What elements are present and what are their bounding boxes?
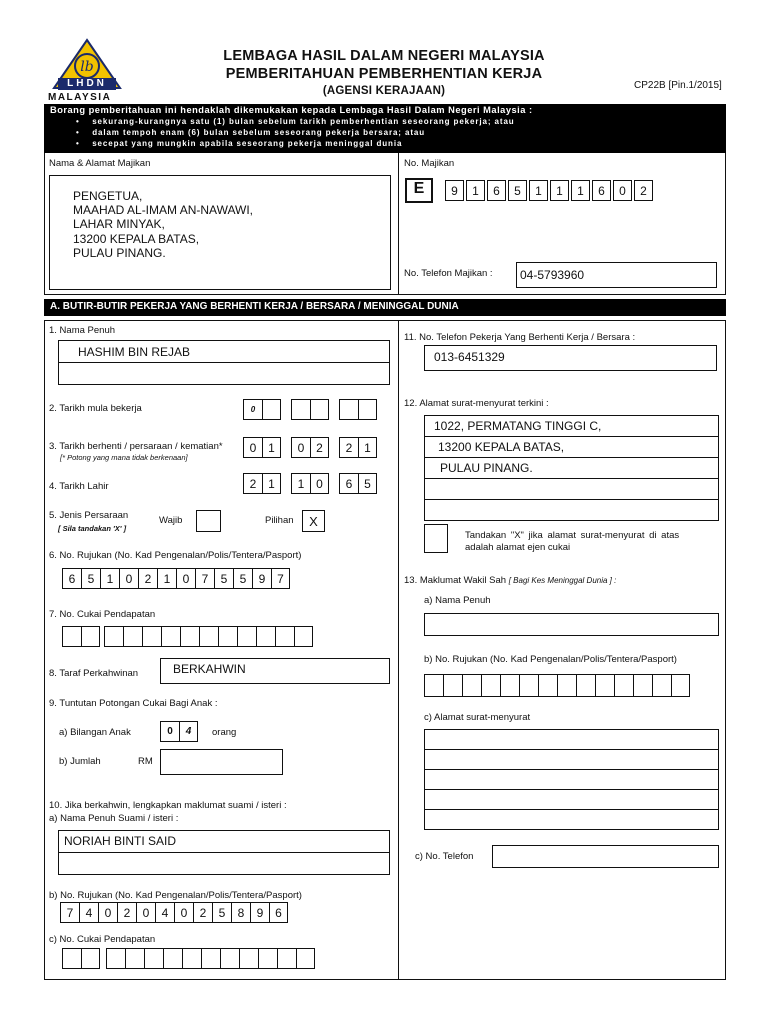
end-date-label: 3. Tarikh berhenti / persaraan / kematian* [49, 441, 223, 452]
employer-phone-value: 04-5793960 [520, 268, 585, 282]
section-a-divider [398, 320, 399, 980]
digit-cell [144, 948, 163, 969]
digit-cell: 2 [193, 902, 212, 923]
marital-status-value: BERKAHWIN [173, 662, 246, 676]
digit-cell [519, 674, 538, 697]
notice-lead: Borang pemberitahuan ini hendaklah dikemukakan kepada Lembaga Hasil Dalam Negeri Malaysia : [50, 105, 533, 115]
notice-bullet-3-text: secepat yang mungkin apabila seseorang pekerja meninggal dunia [92, 139, 403, 148]
digit-cell: 5 [81, 568, 100, 589]
tax-no-label: 7. No. Cukai Pendapatan [49, 609, 156, 620]
digit-cell: 9 [250, 902, 269, 923]
digit-cell [239, 948, 258, 969]
tax-agent-checkbox[interactable] [424, 524, 448, 553]
digit-cell: 4 [179, 721, 198, 742]
digit-cell: 5 [233, 568, 252, 589]
digit-cell: 0 [243, 399, 262, 420]
digit-cell: 0 [119, 568, 138, 589]
legal-rep-address-line-4[interactable] [424, 789, 719, 810]
marital-status-label: 8. Taraf Perkahwinan [49, 668, 139, 679]
full-name-label: 1. Nama Penuh [49, 325, 116, 336]
option-optional-label: Pilihan [265, 515, 294, 526]
birth-date-label: 4. Tarikh Lahir [49, 481, 109, 492]
child-relief-label: 9. Tuntutan Potongan Cukai Bagi Anak : [49, 698, 218, 709]
digit-cell: 1 [571, 180, 590, 201]
employer-no-label: No. Majikan [404, 158, 455, 169]
legal-rep-label-text: 13. Maklumat Wakil Sah [404, 575, 507, 586]
digit-cell [443, 674, 462, 697]
spouse-section-label: 10. Jika berkahwin, lengkapkan maklumat suami / isteri : [49, 800, 287, 811]
digit-cell: 1 [529, 180, 548, 201]
employer-no-cells[interactable] [445, 180, 653, 201]
digit-cell: 5 [358, 473, 377, 494]
relief-amount-input[interactable] [160, 749, 283, 775]
digit-cell: 1 [466, 180, 485, 201]
digit-cell: 9 [445, 180, 464, 201]
digit-cell: 0 [310, 473, 329, 494]
digit-cell [163, 948, 182, 969]
digit-cell: 1 [157, 568, 176, 589]
employer-address-line: PENGETUA, [73, 189, 143, 203]
retirement-type-label: 5. Jenis Persaraan [49, 510, 129, 521]
legal-rep-address-line-5[interactable] [424, 809, 719, 830]
option-compulsory-checkbox[interactable] [196, 510, 221, 532]
option-optional-mark: X [309, 514, 318, 529]
digit-cell: 0 [136, 902, 155, 923]
svg-text:lb: lb [80, 59, 94, 75]
digit-cell: 7 [271, 568, 290, 589]
digit-cell: 6 [62, 568, 81, 589]
reference-no-cells[interactable] [62, 568, 290, 589]
employee-phone-value: 013-6451329 [434, 350, 505, 364]
digit-cell [256, 626, 275, 647]
form-code: CP22B [Pin.1/2015] [634, 80, 722, 91]
employer-address-line: LAHAR MINYAK, [73, 217, 165, 231]
tax-agent-text-1: Tandakan "X" jika alamat surat-menyurat di atas [465, 530, 680, 541]
digit-cell [277, 948, 296, 969]
digit-cell: 1 [291, 473, 310, 494]
digit-cell [104, 626, 123, 647]
digit-cell: 1 [100, 568, 119, 589]
digit-cell: 6 [487, 180, 506, 201]
digit-cell [576, 674, 595, 697]
spouse-reference-label: b) No. Rujukan (No. Kad Pengenalan/Polis/Tentera/Pasport) [49, 890, 302, 901]
digit-cell: 0 [98, 902, 117, 923]
logo-text: LHDN [67, 78, 107, 89]
digit-cell [123, 626, 142, 647]
digit-cell [161, 626, 180, 647]
digit-cell: 2 [138, 568, 157, 589]
digit-cell: 0 [291, 437, 310, 458]
children-count-unit: orang [212, 727, 237, 738]
children-count-label: a) Bilangan Anak [59, 727, 131, 738]
spouse-name-value: NORIAH BINTI SAID [64, 834, 177, 848]
employer-divider [398, 153, 399, 295]
digit-cell: 5 [214, 568, 233, 589]
end-date-note: [* Potong yang mana tidak berkenaan] [60, 453, 188, 462]
legal-rep-name-label: a) Nama Penuh [424, 595, 491, 606]
spouse-tax-label: c) No. Cukai Pendapatan [49, 934, 156, 945]
digit-cell: 0 [174, 902, 193, 923]
title-line-3: (AGENSI KERAJAAN) [322, 85, 446, 97]
full-name-value: HASHIM BIN REJAB [78, 345, 191, 359]
digit-cell [182, 948, 201, 969]
digit-cell: 6 [592, 180, 611, 201]
digit-cell: 0 [613, 180, 632, 201]
notice-bullet-1-text: sekurang-kurangnya satu (1) bulan sebelum tarikh pemberhentian seseorang pekerja; atau [92, 117, 515, 126]
spouse-name-label: a) Nama Penuh Suami / isteri : [49, 813, 179, 824]
digit-cell: 1 [550, 180, 569, 201]
start-date-cells[interactable] [243, 399, 377, 420]
notice-bullet-2-text: dalam tempoh enam (6) bulan sebelum seseorang pekerja bersara; atau [92, 128, 426, 137]
employer-address-line: PULAU PINANG. [73, 246, 166, 260]
employer-prefix: E [413, 180, 425, 197]
digit-cell: 2 [339, 437, 358, 458]
digit-cell: 4 [79, 902, 98, 923]
tax-agent-text-2: adalah alamat ejen cukai [465, 542, 571, 553]
digit-cell [310, 399, 329, 420]
spouse-tax-cells[interactable] [62, 948, 315, 969]
digit-cell: 7 [195, 568, 214, 589]
digit-cell [538, 674, 557, 697]
legal-rep-note: [ Bagi Kes Meninggal Dunia ] : [508, 576, 617, 585]
notice-bullet-2: • dalam tempoh enam (6) bulan sebelum seseorang pekerja bersara; atau [76, 128, 426, 137]
digit-cell: 5 [212, 902, 231, 923]
digit-cell [671, 674, 690, 697]
birth-date-cells[interactable] [243, 473, 377, 494]
mailing-address-text: PULAU PINANG. [440, 461, 533, 475]
digit-cell [218, 626, 237, 647]
spouse-name-input-2[interactable] [58, 852, 390, 875]
notice-bullet-1: • sekurang-kurangnya satu (1) bulan sebelum tarikh pemberhentian seseorang pekerja; atau [76, 117, 515, 126]
full-name-input-2[interactable] [58, 362, 390, 385]
mailing-address-line-5[interactable] [424, 499, 719, 521]
digit-cell: 0 [176, 568, 195, 589]
digit-cell [201, 948, 220, 969]
legal-rep-label [404, 575, 616, 587]
section-a-title: A. BUTIR-BUTIR PEKERJA YANG BERHENTI KERJA / BERSARA / MENINGGAL DUNIA [50, 301, 459, 312]
digit-cell: 2 [117, 902, 136, 923]
digit-cell: 7 [60, 902, 79, 923]
legal-rep-reference-label: b) No. Rujukan (No. Kad Pengenalan/Polis/Tentera/Pasport) [424, 654, 677, 665]
digit-cell [199, 626, 218, 647]
employer-phone-label: No. Telefon Majikan : [404, 268, 493, 279]
mailing-address-label: 12. Alamat surat-menyurat terkini : [404, 398, 549, 409]
digit-cell [180, 626, 199, 647]
employer-name-label: Nama & Alamat Majikan [49, 158, 151, 169]
mailing-address-line-4[interactable] [424, 478, 719, 500]
digit-cell [291, 399, 310, 420]
start-date-label: 2. Tarikh mula bekerja [49, 403, 142, 414]
legal-rep-address-line-3[interactable] [424, 769, 719, 790]
digit-cell [81, 626, 100, 647]
legal-rep-phone-input[interactable] [492, 845, 719, 868]
digit-cell [294, 626, 313, 647]
digit-cell [358, 399, 377, 420]
children-count-cells[interactable] [160, 721, 198, 742]
digit-cell [258, 948, 277, 969]
digit-cell [220, 948, 239, 969]
digit-cell [557, 674, 576, 697]
relief-amount-unit: RM [138, 756, 153, 767]
digit-cell: 9 [252, 568, 271, 589]
digit-cell [462, 674, 481, 697]
spouse-reference-cells[interactable] [60, 902, 288, 923]
digit-cell: 1 [358, 437, 377, 458]
legal-rep-name-input[interactable] [424, 613, 719, 636]
legal-rep-address-label: c) Alamat surat-menyurat [424, 712, 531, 723]
digit-cell: 0 [160, 721, 179, 742]
digit-cell [614, 674, 633, 697]
digit-cell: 4 [155, 902, 174, 923]
legal-rep-address-line-2[interactable] [424, 749, 719, 770]
logo-subtext: MALAYSIA [48, 92, 112, 103]
digit-cell [652, 674, 671, 697]
digit-cell: 0 [243, 437, 262, 458]
digit-cell [106, 948, 125, 969]
digit-cell [125, 948, 144, 969]
mailing-address-text: 13200 KEPALA BATAS, [438, 440, 565, 454]
employer-address-line: 13200 KEPALA BATAS, [73, 232, 200, 246]
digit-cell [62, 948, 81, 969]
legal-rep-reference-cells[interactable] [424, 674, 690, 697]
title-line-1: LEMBAGA HASIL DALAM NEGERI MALAYSIA [223, 48, 545, 64]
end-date-cells[interactable] [243, 437, 377, 458]
digit-cell: 2 [243, 473, 262, 494]
digit-cell [339, 399, 358, 420]
mailing-address-text: 1022, PERMATANG TINGGI C, [434, 419, 602, 433]
digit-cell [237, 626, 256, 647]
relief-amount-label: b) Jumlah [59, 756, 101, 767]
retirement-type-note: [ Sila tandakan 'X' ] [58, 524, 127, 533]
digit-cell: 1 [262, 437, 281, 458]
digit-cell [62, 626, 81, 647]
digit-cell [81, 948, 100, 969]
digit-cell [262, 399, 281, 420]
digit-cell: 2 [634, 180, 653, 201]
tax-no-cells[interactable] [62, 626, 313, 647]
legal-rep-phone-label: c) No. Telefon [415, 851, 474, 862]
digit-cell [142, 626, 161, 647]
digit-cell [633, 674, 652, 697]
digit-cell: 2 [310, 437, 329, 458]
digit-cell [275, 626, 294, 647]
digit-cell: 6 [269, 902, 288, 923]
digit-cell [595, 674, 614, 697]
title-line-2: PEMBERITAHUAN PEMBERHENTIAN KERJA [225, 66, 543, 82]
digit-cell: 6 [339, 473, 358, 494]
legal-rep-address-line-1[interactable] [424, 729, 719, 750]
digit-cell [296, 948, 315, 969]
digit-cell [424, 674, 443, 697]
digit-cell: 5 [508, 180, 527, 201]
digit-cell [481, 674, 500, 697]
employer-address-line: MAAHAD AL-IMAM AN-NAWAWI, [73, 203, 254, 217]
digit-cell: 8 [231, 902, 250, 923]
employee-phone-label: 11. No. Telefon Pekerja Yang Berhenti Kerja / Bersara : [404, 332, 636, 343]
option-compulsory-label: Wajib [159, 515, 183, 526]
reference-no-label: 6. No. Rujukan (No. Kad Pengenalan/Polis/Tentera/Pasport) [49, 550, 302, 561]
digit-cell: 1 [262, 473, 281, 494]
notice-bullet-3: • secepat yang mungkin apabila seseorang pekerja meninggal dunia [76, 139, 403, 148]
digit-cell [500, 674, 519, 697]
